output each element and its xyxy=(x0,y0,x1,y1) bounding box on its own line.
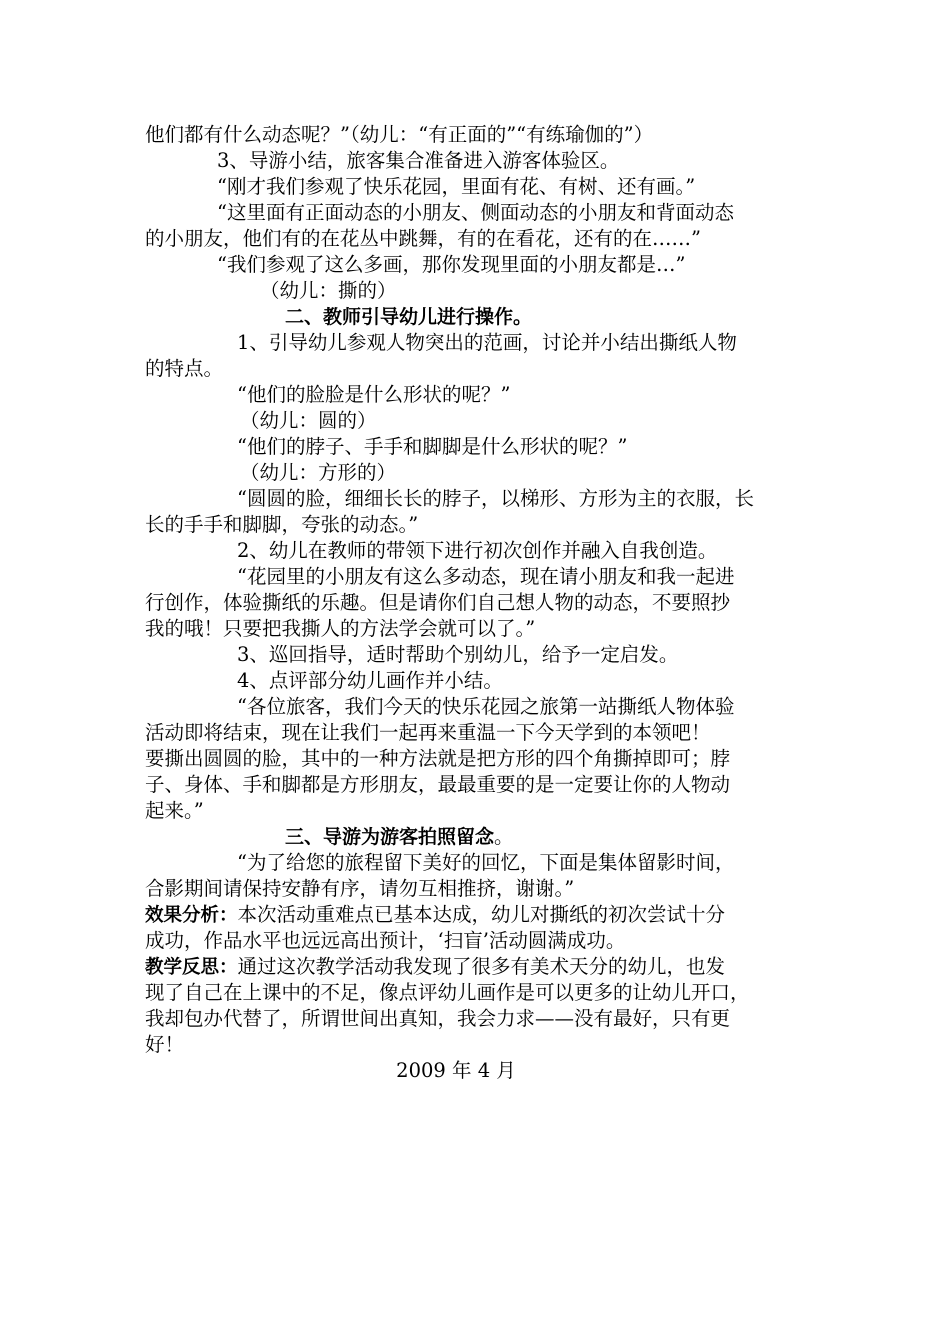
quote-line: “花园里的小朋友有这么多动态，现在请小朋友和我一起进 xyxy=(237,565,735,588)
child-answer: （幼儿：圆的） xyxy=(240,409,377,432)
quote-line: “我们参观了这么多画，那你发现里面的小朋友都是…” xyxy=(217,253,686,276)
quote-line: “这里面有正面动态的小朋友、侧面动态的小朋友和背面动态 xyxy=(217,201,734,224)
quote-line: “刚才我们参观了快乐花园，里面有花、有树、还有画。” xyxy=(217,175,696,198)
quote-line: “他们的脖子、手手和脚脚是什么形状的呢？” xyxy=(237,435,628,458)
child-answer: （幼儿：方形的） xyxy=(240,461,397,484)
paragraph-line: 现了自己在上课中的不足，像点评幼儿画作是可以更多的让幼儿开口， xyxy=(145,981,750,1004)
reflection-text: 通过这次教学活动我发现了很多有美术天分的幼儿，也发 xyxy=(237,955,726,978)
quote-line: 活动即将结束，现在让我们一起再来重温一下今天学到的本领吧！ xyxy=(145,721,711,744)
paragraph-line: 4、点评部分幼儿画作并小结。 xyxy=(237,669,503,692)
paragraph-line: 2、幼儿在教师的带领下进行初次创作并融入自我创造。 xyxy=(237,539,718,562)
document-body xyxy=(145,122,817,1084)
paragraph-line: 3、导游小结，旅客集合准备进入游客体验区。 xyxy=(217,149,620,172)
paragraph-line: 的特点。 xyxy=(145,357,224,380)
paragraph-line: 好！ xyxy=(145,1033,185,1056)
paragraph-line: 成功，作品水平也远远高出预计，‘扫盲’活动圆满成功。 xyxy=(145,929,626,952)
quote-line: “为了给您的旅程留下美好的回忆，下面是集体留影时间， xyxy=(237,851,735,874)
section-heading-row xyxy=(145,824,817,850)
document-date: 2009 年 4 月 xyxy=(396,1059,516,1082)
paragraph-line: 他们都有什么动态呢？”（幼儿：“有正面的”“有练瑜伽的”） xyxy=(145,123,654,146)
section-heading: 三、导游为游客拍照留念 xyxy=(285,826,495,848)
reflection-label: 教学反思： xyxy=(145,957,238,978)
analysis-label: 效果分析： xyxy=(145,905,238,926)
quote-line: 我的哦！只要把我撕人的方法学会就可以了。” xyxy=(145,617,536,640)
quote-line: 的小朋友，他们有的在花丛中跳舞，有的在看花，还有的在……” xyxy=(145,227,701,250)
paragraph-line: 1、引导幼儿参观人物突出的范画，讨论并小结出撕纸人物 xyxy=(237,331,737,354)
quote-line: 长的手手和脚脚，夸张的动态。” xyxy=(145,513,419,536)
heading-period: 。 xyxy=(494,825,514,848)
quote-line: 要撕出圆圆的脸，其中的一种方法就是把方形的四个角撕掉即可；脖 xyxy=(145,747,731,770)
analysis-text: 本次活动重难点已基本达成，幼儿对撕纸的初次尝试十分 xyxy=(237,903,726,926)
quote-line: 子、身体、手和脚都是方形朋友，最最重要的是一定要让你的人物动 xyxy=(145,773,731,796)
quote-line: 合影期间请保持安静有序，请勿互相推挤，谢谢。” xyxy=(145,877,575,900)
analysis-row xyxy=(145,902,817,928)
paragraph-line: 我却包办代替了，所谓世间出真知，我会力求——没有最好，只有更 xyxy=(145,1007,731,1030)
quote-line: “圆圆的脸，细细长长的脖子，以梯形、方形为主的衣服，长 xyxy=(237,487,754,510)
quote-line: 行创作，体验撕纸的乐趣。但是请你们自己想人物的动态，不要照抄 xyxy=(145,591,731,614)
quote-line: “各位旅客，我们今天的快乐花园之旅第一站撕纸人物体验 xyxy=(237,695,735,718)
reflection-row xyxy=(145,954,817,980)
quote-line: 起来。” xyxy=(145,799,204,822)
child-answer: （幼儿：撕的） xyxy=(260,279,397,302)
section-heading: 二、教师引导幼儿进行操作。 xyxy=(285,306,533,328)
paragraph-line: 3、巡回指导，适时帮助个别幼儿，给予一定启发。 xyxy=(237,643,679,666)
quote-line: “他们的脸脸是什么形状的呢？” xyxy=(237,383,511,406)
